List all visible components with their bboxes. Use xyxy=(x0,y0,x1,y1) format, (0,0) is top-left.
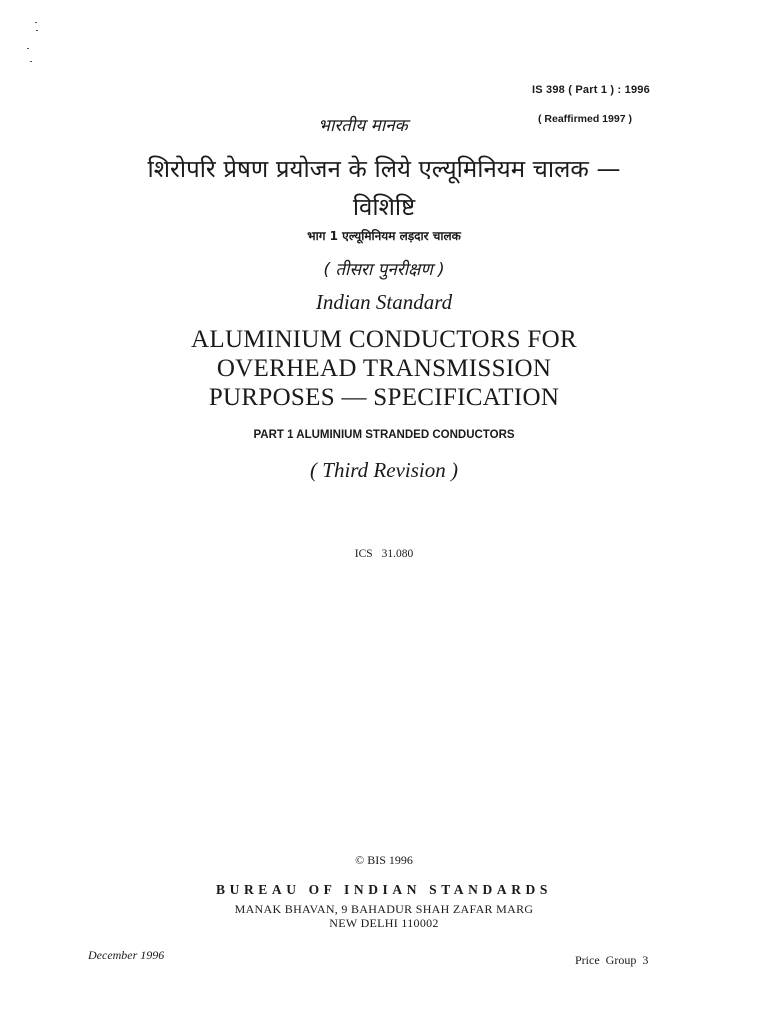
publication-date: December 1996 xyxy=(88,948,165,962)
hindi-title-line-2: विशिष्टि xyxy=(352,193,416,221)
scan-speck xyxy=(27,48,29,49)
scan-speck xyxy=(30,61,32,62)
english-title-line-3: PURPOSES — SPECIFICATION xyxy=(208,384,560,411)
scan-speck xyxy=(35,22,37,23)
hindi-title xyxy=(0,150,768,226)
english-title-line-2: OVERHEAD TRANSMISSION xyxy=(216,355,552,382)
hindi-title-line-1: शिरोपरि प्रेषण प्रयोजन के लिये एल्यूमिनियम चालक — xyxy=(147,155,621,183)
ics-code: ICS 31.080 xyxy=(354,548,414,560)
indian-standard-label: Indian Standard xyxy=(315,290,453,314)
publisher-name: BUREAU OF INDIAN STANDARDS xyxy=(216,882,552,897)
publisher-address-line-2: NEW DELHI 110002 xyxy=(329,916,439,930)
english-part-heading: PART 1 ALUMINIUM STRANDED CONDUCTORS xyxy=(253,429,515,441)
hindi-part-heading: भाग 1 एल्यूमिनियम लड़दार चालक xyxy=(307,229,461,243)
english-title xyxy=(0,325,768,412)
scan-speck xyxy=(36,30,38,31)
english-title-line-1: ALUMINIUM CONDUCTORS FOR xyxy=(191,326,577,353)
hindi-standard-label: भारतीय मानक xyxy=(318,116,408,136)
standard-number: IS 398 ( Part 1 ) : 1996 xyxy=(532,84,650,96)
english-revision: ( Third Revision ) xyxy=(310,458,458,482)
price-group: Price Group 3 xyxy=(575,953,649,967)
hindi-revision: ( तीसरा पुनरीक्षण ) xyxy=(323,260,445,280)
publisher-address-line-1: MANAK BHAVAN, 9 BAHADUR SHAH ZAFAR MARG xyxy=(234,902,534,916)
reaffirmed-note: ( Reaffirmed 1997 ) xyxy=(538,113,632,125)
copyright-notice: © BIS 1996 xyxy=(355,853,413,867)
